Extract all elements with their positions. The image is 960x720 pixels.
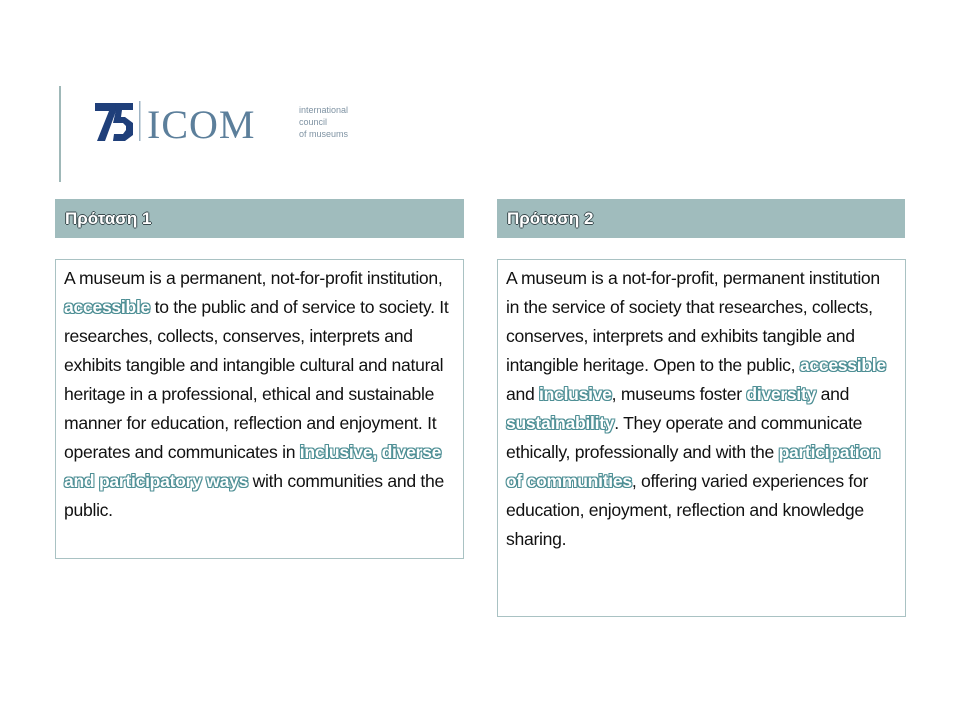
icom-tagline: [299, 104, 348, 140]
tagline-line-3: of museums: [299, 129, 349, 139]
proposal-1-title: Πρόταση 1: [65, 208, 152, 228]
proposal-2-box: [497, 259, 906, 617]
highlighted-keyword: accessible: [799, 355, 886, 375]
proposal-text-segment: . They operate and communicate ethically, professionally and with the: [506, 413, 863, 462]
proposal-text-segment: with communities and the public.: [64, 471, 444, 520]
proposal-1-box: [55, 259, 464, 559]
tagline-line-2: council: [299, 117, 328, 127]
proposal-1-header: [55, 199, 464, 238]
highlighted-keyword: sustainability: [506, 413, 615, 433]
proposal-text-segment: A museum is a not-for-profit, permanent institution in the service of society that researches, collects, conserves, interprets and exhibits tangible and intangible heritage. Open to the public,: [506, 268, 880, 375]
icom-logo-mark: [95, 99, 291, 145]
icom-acronym: ICOM: [147, 102, 256, 145]
proposal-text-segment: A museum is a permanent, not-for-profit institution,: [64, 268, 443, 288]
proposal-2-text: [506, 264, 897, 554]
proposal-text-segment: and: [506, 384, 540, 404]
vertical-divider: [59, 86, 61, 182]
proposal-2-title: Πρόταση 2: [507, 208, 594, 228]
tagline-line-1: international: [299, 105, 349, 115]
highlighted-keyword: participation of communities: [506, 442, 881, 491]
proposal-text-segment: , offering varied experiences for education, enjoyment, reflection and knowledge sharing.: [506, 471, 869, 549]
proposal-text-segment: to the public and of service to society. It researches, collects, conserves, interprets and exhibits tangible and intangible cultural and natural heritage in a professional, ethical and sustainable manner for education, reflection and enjoyment. It operates and communicates in: [64, 297, 449, 462]
proposal-2-header: [497, 199, 905, 238]
highlighted-keyword: accessible: [64, 297, 151, 317]
proposal-text-segment: , museums foster: [611, 384, 747, 404]
proposal-text-segment: and: [816, 384, 850, 404]
icom-logo: [95, 99, 348, 145]
highlighted-keyword: diversity: [746, 384, 817, 404]
highlighted-keyword: inclusive: [539, 384, 612, 404]
highlighted-keyword: inclusive, diverse and participatory ways: [64, 442, 442, 491]
proposal-1-text: [64, 264, 455, 525]
